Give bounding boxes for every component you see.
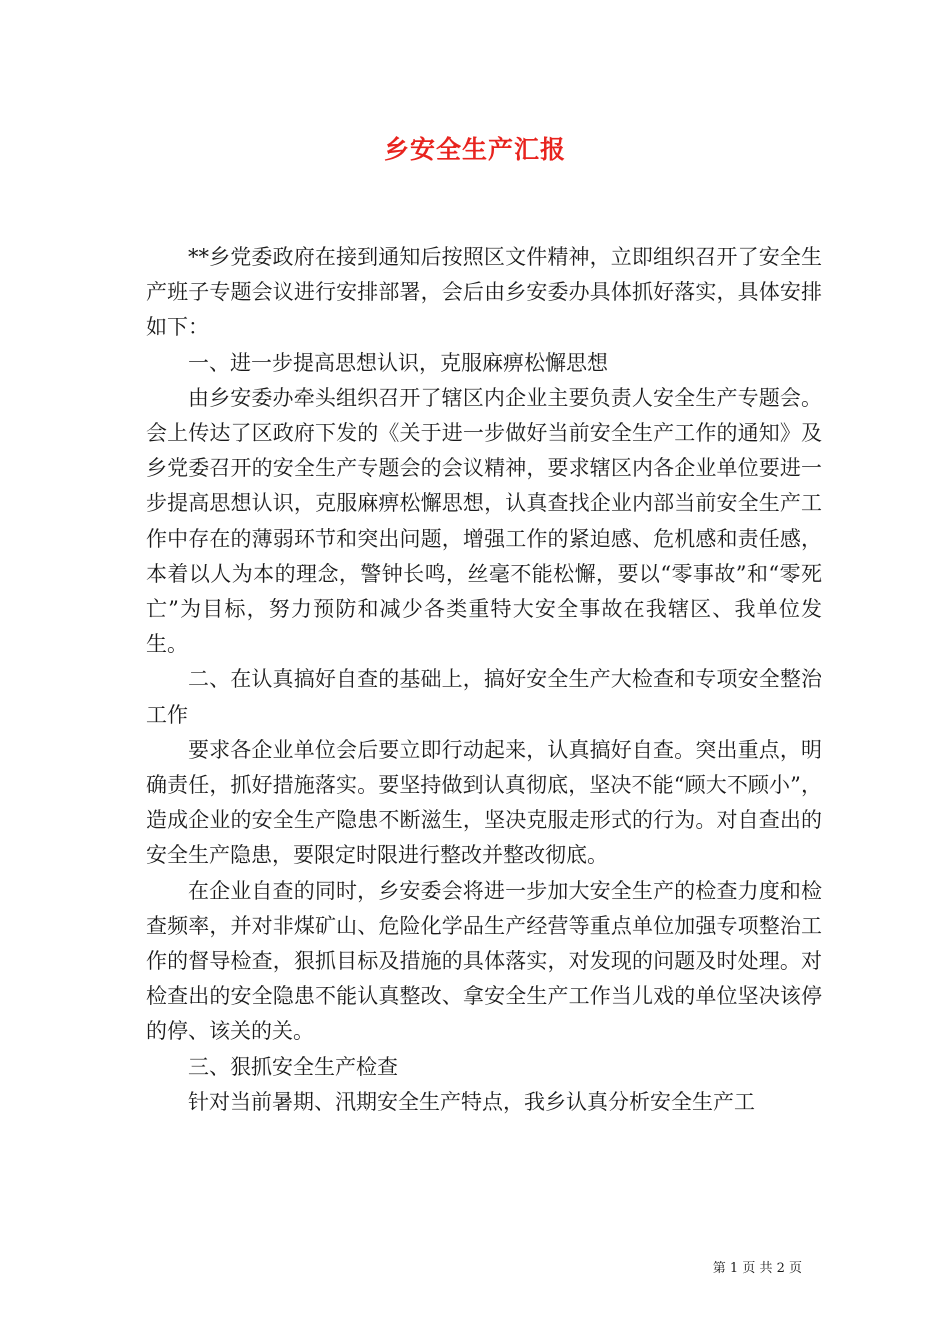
section-heading-3: 三、狠抓安全生产检查 (188, 1054, 398, 1079)
page-number-footer: 第 1 页 共 2 页 (712, 1261, 802, 1276)
paragraph: 由乡安委办牵头组织召开了辖区内企业主要负责人安全生产专题会。会上传达了区政府下发的《关于进一步做好当前安全生产工作的通知》及乡党委召开的安全生产专题会的会议精神，要求辖区内各企业单位要进一步提高思想认识，克服麻痹松懈思想，认真查找企业内部当前安全生产工作中存在的薄弱环节和突出问题，增强工作的紧迫感、危机感和责任感，本着以人为本的理念，警钟长鸣，丝毫不能松懈，要以“零事故”和“零死亡”为目标，努力预防和减少各类重特大安全事故在我辖区、我单位发生。 (146, 385, 822, 657)
document-body (146, 240, 822, 1120)
section-heading-2: 二、在认真搞好自查的基础上，搞好安全生产大检查和专项安全整治工作 (146, 667, 822, 727)
paragraph: 针对当前暑期、汛期安全生产特点，我乡认真分析安全生产工 (188, 1089, 755, 1114)
paragraph: 在企业自查的同时，乡安委会将进一步加大安全生产的检查力度和检查频率，并对非煤矿山、危险化学品生产经营等重点单位加强专项整治工作的督导检查，狠抓目标及措施的具体落实，对发现的问题及时处理。对检查出的安全隐患不能认真整改、拿安全生产工作当儿戏的单位坚决该停的停、该关的关。 (146, 878, 822, 1044)
section-heading-1: 一、进一步提高思想认识，克服麻痹松懈思想 (188, 350, 608, 375)
paragraph: 要求各企业单位会后要立即行动起来，认真搞好自查。突出重点，明确责任，抓好措施落实。要坚持做到认真彻底，坚决不能“顾大不顾小”，造成企业的安全生产隐患不断滋生，坚决克服走形式的行为。对自查出的安全生产隐患，要限定时限进行整改并整改彻底。 (146, 737, 822, 868)
document-title: 乡安全生产汇报 (383, 135, 566, 164)
paragraph-intro: **乡党委政府在接到通知后按照区文件精神，立即组织召开了安全生产班子专题会议进行安排部署，会后由乡安委办具体抓好落实，具体安排如下： (146, 245, 822, 340)
